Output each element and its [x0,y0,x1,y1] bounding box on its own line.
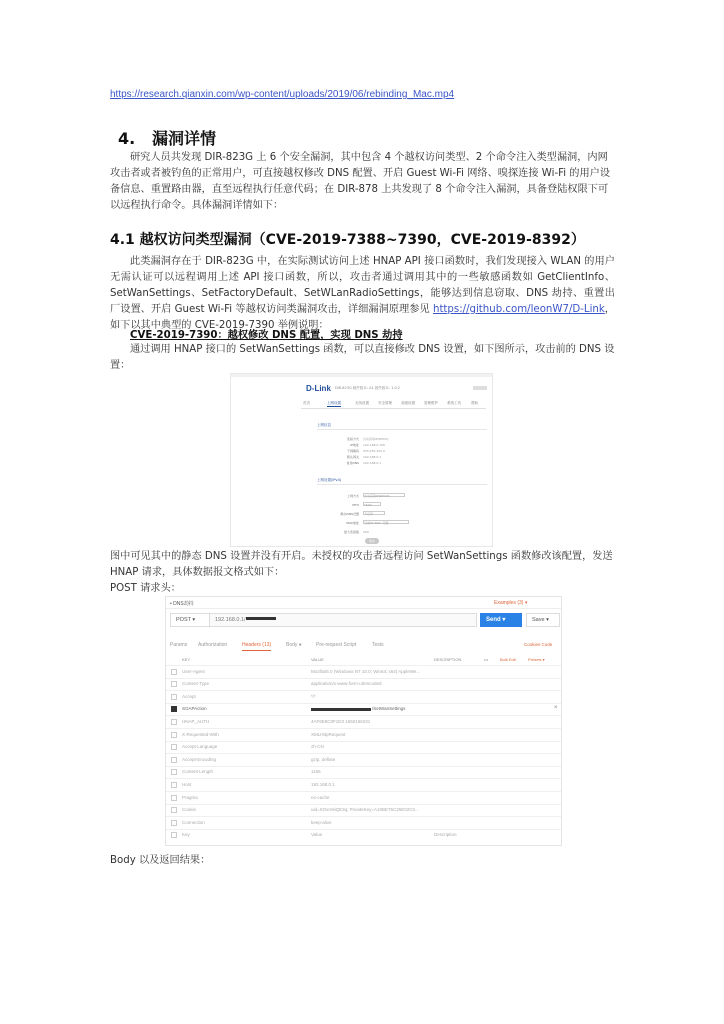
language-select[interactable] [473,386,487,390]
form-label: MAC地址 [346,521,359,525]
form-label: 最大连接数 [343,530,359,534]
mac-select[interactable]: 当前PC MAC 克隆 [363,520,409,524]
header-value-text: zh-CN [311,744,324,750]
section-internet-settings: 上网设置(IPv4) [317,478,342,482]
header-key[interactable]: Host [182,781,192,787]
redaction-bar [311,708,371,711]
row-checkbox[interactable] [171,719,177,725]
info-label: IP地址 [350,443,359,447]
header-key[interactable]: Content-Length [182,769,214,775]
header-value[interactable] [311,782,335,787]
header-value[interactable] [311,795,330,800]
header-key[interactable]: Pragma [182,794,198,800]
info-label: 连接方式 [346,437,359,441]
cve-heading: CVE-2019-7390：越权修改 DNS 配置，实现 DNS 劫持 [130,330,403,341]
header-description[interactable]: Description [434,832,457,838]
examples-dropdown[interactable]: Examples (3) ▾ [494,600,528,606]
url-value: 192.168.0.1/ [215,617,246,623]
header-value-text: 1156 [311,769,321,775]
header-key[interactable]: Accept-Encoding [182,756,217,762]
header-value[interactable] [311,706,405,711]
method-select[interactable]: POST ▾ [170,613,210,627]
post-label: POST 请求头： [110,583,181,594]
header-value[interactable] [311,669,420,674]
vuln-paragraph-tail: ，如下以其中典型的 CVE-2019-7390 举例说明： [110,304,615,331]
header-value-text: Mozilla/5.0 (Windows NT 10.0; Win64; x64) AppleWe... [311,668,421,674]
row-checkbox[interactable] [171,795,177,801]
cookies-code-links[interactable]: Cookies Code [524,642,553,647]
postman-screenshot [165,596,562,846]
nav-help[interactable]: 帮助 [471,401,478,405]
dlink-settings-screenshot [230,373,493,547]
body-label: Body 以及返回结果： [110,855,211,866]
request-tab[interactable]: • DNS劫持 [170,601,194,607]
vuln-paragraph-text: 此类漏洞存在于 DIR-823G 中，在实际测试访问上述 HNAP API 接口函数时，我们发现接入 WLAN 的用户无需认证可以远程调用上述 API 接口函数，所以，攻击者通过调用其中的一些敏感函数如 GetClientInfo、SetWanSettings、SetFactoryDefault、SetWLanRadioSettings，能够达到信息窃取、DNS 劫持、重置出厂设置、开启 Guest Wi-Fi 等越权访问类漏洞攻击，详细漏洞原理参见 [110,256,615,315]
row-divider [166,703,561,704]
row-divider [166,728,561,729]
github-link[interactable]: https://github.com/leonW7/D-Link [432,304,605,315]
row-checkbox[interactable] [171,669,177,675]
tab-divider [166,608,561,609]
header-value[interactable] [311,732,345,737]
header-value[interactable] [311,744,324,749]
row-checkbox[interactable] [171,807,177,813]
header-value-text: keep-alive [311,819,332,825]
browser-bar [231,374,492,377]
nav-divider [301,408,486,409]
header-value-text: no-cache [311,794,330,800]
row-divider [166,778,561,779]
send-button[interactable]: Send ▾ [480,613,522,627]
header-key[interactable]: SOAPAction [182,706,207,712]
row-divider [166,665,561,666]
delete-row-icon[interactable]: × [554,705,558,712]
row-checkbox[interactable] [171,769,177,775]
info-value: 255.255.255.0 [363,449,385,453]
row-checkbox[interactable] [171,706,177,712]
info-label: 子网掩码 [346,449,359,453]
redaction-bar [246,617,276,620]
row-divider [166,741,561,742]
header-value-text: Value [311,832,323,838]
row-divider [166,690,561,691]
tab-body[interactable]: Body ● [286,642,302,648]
info-value: 192.168.0.1 [363,461,382,465]
intro-paragraph: 研究人员共发现 DIR-823G 上 6 个安全漏洞，其中包含 4 个越权访问类型、2 个命令注入类型漏洞，内网攻击者或者被钓鱼的正常用户，可直接越权修改 DNS 配置、开启 Guest Wi-Fi 网络、嗅探连接 Wi-Fi 的用户设备信息、重置路由器，直至远程执行任意代码；在 DIR-878 上共发现了 8 个命令注入漏洞，具备登陆权限下可以远程执行命令。具体漏洞详情如下： [110,152,611,211]
column-value: VALUE [311,657,324,662]
wan-type-select[interactable]: 自动获取IP(DHCP) [363,493,405,497]
row-checkbox[interactable] [171,757,177,763]
static-dns-select[interactable]: 不启用 [363,511,385,515]
row-checkbox[interactable] [171,732,177,738]
header-key[interactable]: Cookie [182,807,197,813]
header-key[interactable]: User-Agent [182,668,205,674]
header-value-text: /SetWanSettings [372,706,406,712]
description-text: 图中可见其中的静态 DNS 设置并没有开启。未授权的攻击者远程访问 SetWanSettings 函数修改该配置，发送 HNAP 请求，具体数据报文格式如下： [110,551,613,578]
info-value: 192.168.0.100 [363,443,385,447]
more-options[interactable]: ••• [484,657,489,662]
header-key[interactable]: Connection [182,819,205,825]
section-heading [118,126,216,149]
section-divider [317,429,487,430]
url-input[interactable] [210,613,477,627]
header-key[interactable]: Accept [182,693,196,699]
column-key: KEY [182,657,191,662]
header-key[interactable]: Key [182,832,190,838]
row-divider [166,804,561,805]
video-link[interactable]: https://research.qianxin.com/wp-content/uploads/2019/06/rebinding_Mac.mp4 [110,89,455,100]
header-key[interactable]: Accept-Language [182,744,218,750]
header-value[interactable] [311,832,322,837]
header-value-text: 4AF6E8C0F1D3 1550156231 [311,718,371,724]
header-value-text: */* [311,693,316,699]
row-divider [166,791,561,792]
save-button[interactable]: Save ▾ [526,613,560,627]
presets-dropdown[interactable]: Presets ▾ [528,657,545,662]
row-divider [166,829,561,830]
header-value-text: 192.168.0.1 [311,781,335,787]
column-description: DESCRIPTION [434,657,462,662]
row-checkbox[interactable] [171,782,177,788]
nav-system[interactable]: 系统工具 [447,401,461,405]
row-checkbox[interactable] [171,681,177,687]
nav-security[interactable]: 安全管理 [378,401,392,405]
dlink-logo: D-Link [306,384,331,393]
row-checkbox[interactable] [171,820,177,826]
section-title: 漏洞详情 [152,129,217,148]
info-label: 首选DNS [346,461,359,465]
section-divider [317,484,487,485]
row-divider [166,753,561,754]
header-value[interactable] [311,694,316,699]
max-conn-value: 200 [363,530,369,534]
header-value[interactable] [311,820,332,825]
save-button[interactable]: 保存 [365,538,379,544]
header-key[interactable]: HNAP_AUTH [182,718,210,724]
header-value-text: gzip, deflate [311,756,336,762]
header-key[interactable]: X-Requested-With [182,731,219,737]
nav-advanced[interactable]: 高级设置 [401,401,415,405]
header-value[interactable] [311,719,370,724]
tab-params[interactable]: Params [170,642,188,648]
form-label: 静态DNS设置 [340,512,359,516]
section-number: 4. [118,129,136,148]
header-value-text: XMLHttpRequest [311,731,346,737]
tab-headers[interactable]: Headers (13) [242,642,271,651]
nav-internet[interactable]: 上网设置 [327,401,341,405]
row-divider [166,715,561,716]
description-paragraph [110,549,620,597]
nav-maintenance[interactable]: 管理维护 [424,401,438,405]
tab-authorization[interactable]: Authorization [198,642,228,648]
mtu-input[interactable]: 1500 [363,502,381,506]
header-value[interactable] [311,769,321,774]
vuln-paragraph [110,254,615,334]
bulk-edit[interactable]: Bulk Edit [500,657,516,662]
row-checkbox[interactable] [171,744,177,750]
header-value[interactable] [311,757,335,762]
header-value[interactable] [311,807,419,812]
info-label: 默认网关 [346,455,359,459]
tab-pre-request-script[interactable]: Pre-request Script [316,642,357,648]
nav-wireless[interactable]: 无线设置 [355,401,369,405]
info-value: 自动获取IP(DHCP) [363,437,389,441]
row-divider [166,816,561,817]
cve-paragraph: 通过调用 HNAP 接口的 SetWanSettings 函数，可以直接修改 DNS 设置，如下图所示，攻击前的 DNS 设置： [110,344,615,371]
form-label: MTU [352,503,359,507]
info-value: 192.168.0.1 [363,455,382,459]
row-checkbox[interactable] [171,832,177,838]
section-internet-info: 上网信息 [317,423,331,427]
row-divider [166,678,561,679]
row-checkbox[interactable] [171,694,177,700]
header-value[interactable] [311,681,382,686]
header-value-text: application/x-www-form-urlencoded [311,681,382,687]
row-divider [166,766,561,767]
header-key[interactable]: Content-Type [182,681,210,687]
model-info: DIR-823G 硬件版本: A1 固件版本: 1.0.2 [335,386,401,390]
tab-tests[interactable]: Tests [372,642,384,648]
subsection-heading: 4.1 越权访问类型漏洞（CVE-2019-7388~7390，CVE-2019-8392） [110,232,585,248]
nav-home[interactable]: 首页 [303,401,310,405]
form-label: 上网方式 [346,494,359,498]
header-value-text: uid=SOxm9iQE3q; PrivateKey=A10BE75C25E02C0... [311,807,419,813]
